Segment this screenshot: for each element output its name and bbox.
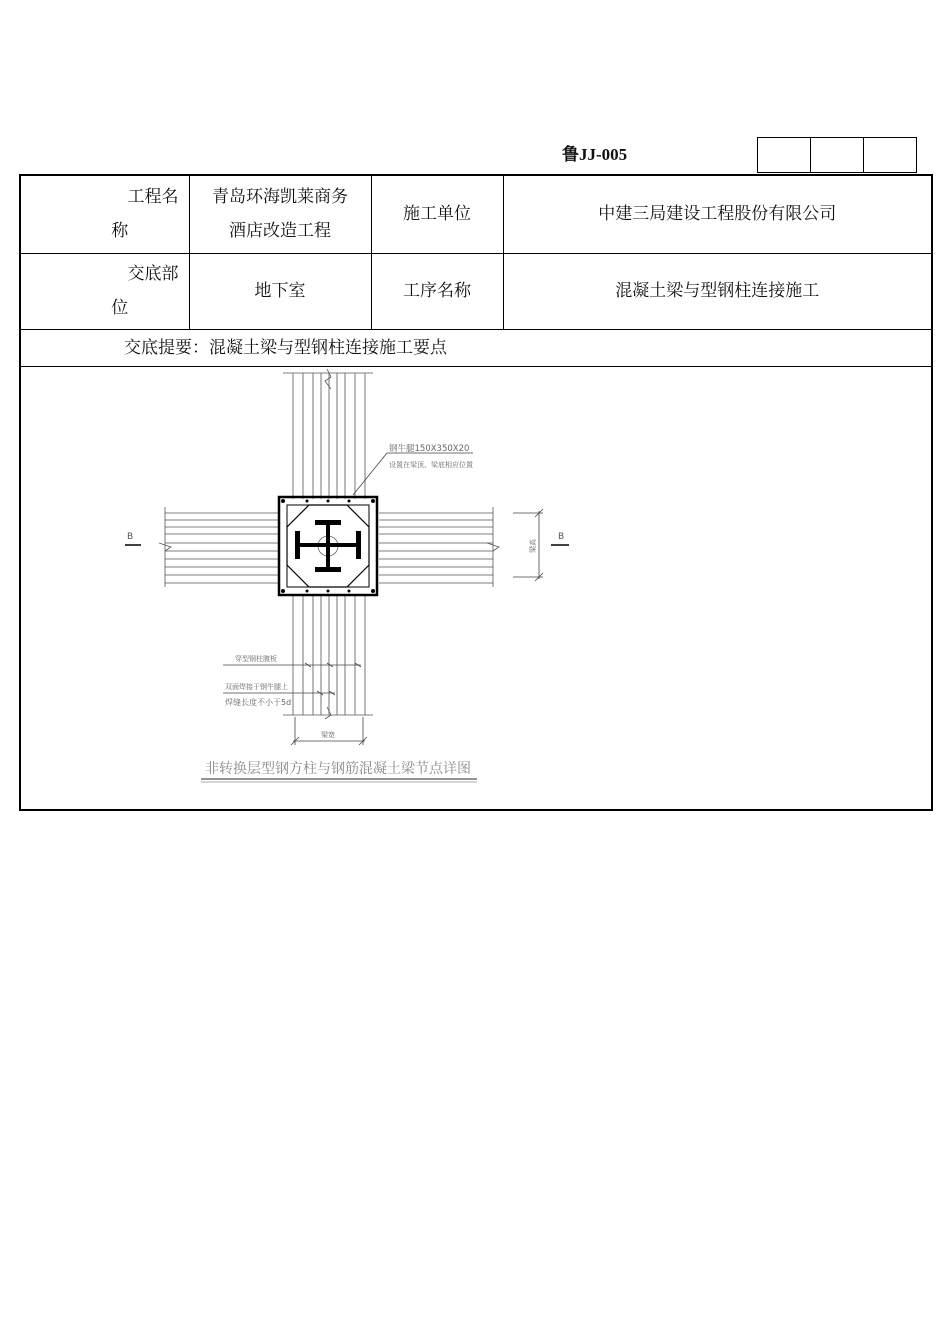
row-drawing bbox=[20, 366, 932, 810]
number-box-1 bbox=[757, 137, 811, 173]
location-value: 地下室 bbox=[189, 253, 371, 329]
row-summary bbox=[20, 329, 932, 366]
contractor-label: 施工单位 bbox=[371, 175, 503, 253]
row-location bbox=[20, 253, 932, 329]
note-through-plate: 穿型钢柱腹板 bbox=[235, 654, 277, 663]
number-box-2 bbox=[810, 137, 864, 173]
drawing-cell bbox=[20, 366, 932, 810]
number-box-3 bbox=[863, 137, 917, 173]
row-project bbox=[20, 175, 932, 253]
summary-text: 交底提要：混凝土梁与型钢柱连接施工要点 bbox=[20, 329, 932, 366]
process-label: 工序名称 bbox=[371, 253, 503, 329]
dim-beam-width: 梁宽 bbox=[321, 730, 335, 739]
node-detail-drawing bbox=[21, 367, 929, 809]
contractor-value: 中建三局建设工程股份有限公司 bbox=[503, 175, 932, 253]
section-mark-right: B bbox=[558, 531, 565, 542]
project-name-label: 工程名 称 bbox=[20, 175, 189, 253]
location-label: 交底部 位 bbox=[20, 253, 189, 329]
form-number-boxes bbox=[757, 137, 917, 173]
section-mark-left: B bbox=[127, 531, 134, 542]
dim-beam-height: 梁高 bbox=[529, 538, 537, 553]
note-double-weld: 双面焊接于钢牛腿上 bbox=[225, 682, 288, 691]
project-name-value: 青岛环海凯莱商务 酒店改造工程 bbox=[189, 175, 371, 253]
disclosure-form bbox=[19, 174, 933, 811]
drawing-caption: 非转换层型钢方柱与钢筋混凝土梁节点详图 bbox=[205, 760, 471, 777]
form-code: 鲁JJ-005 bbox=[562, 145, 628, 164]
note-bracket-position: 设置在梁顶、梁底相应位置 bbox=[389, 460, 473, 469]
note-bracket-size: 钢牛腿150X350X20 bbox=[389, 443, 470, 454]
note-weld-length: 焊缝长度不小于5d bbox=[225, 697, 292, 707]
process-value: 混凝土梁与型钢柱连接施工 bbox=[503, 253, 932, 329]
